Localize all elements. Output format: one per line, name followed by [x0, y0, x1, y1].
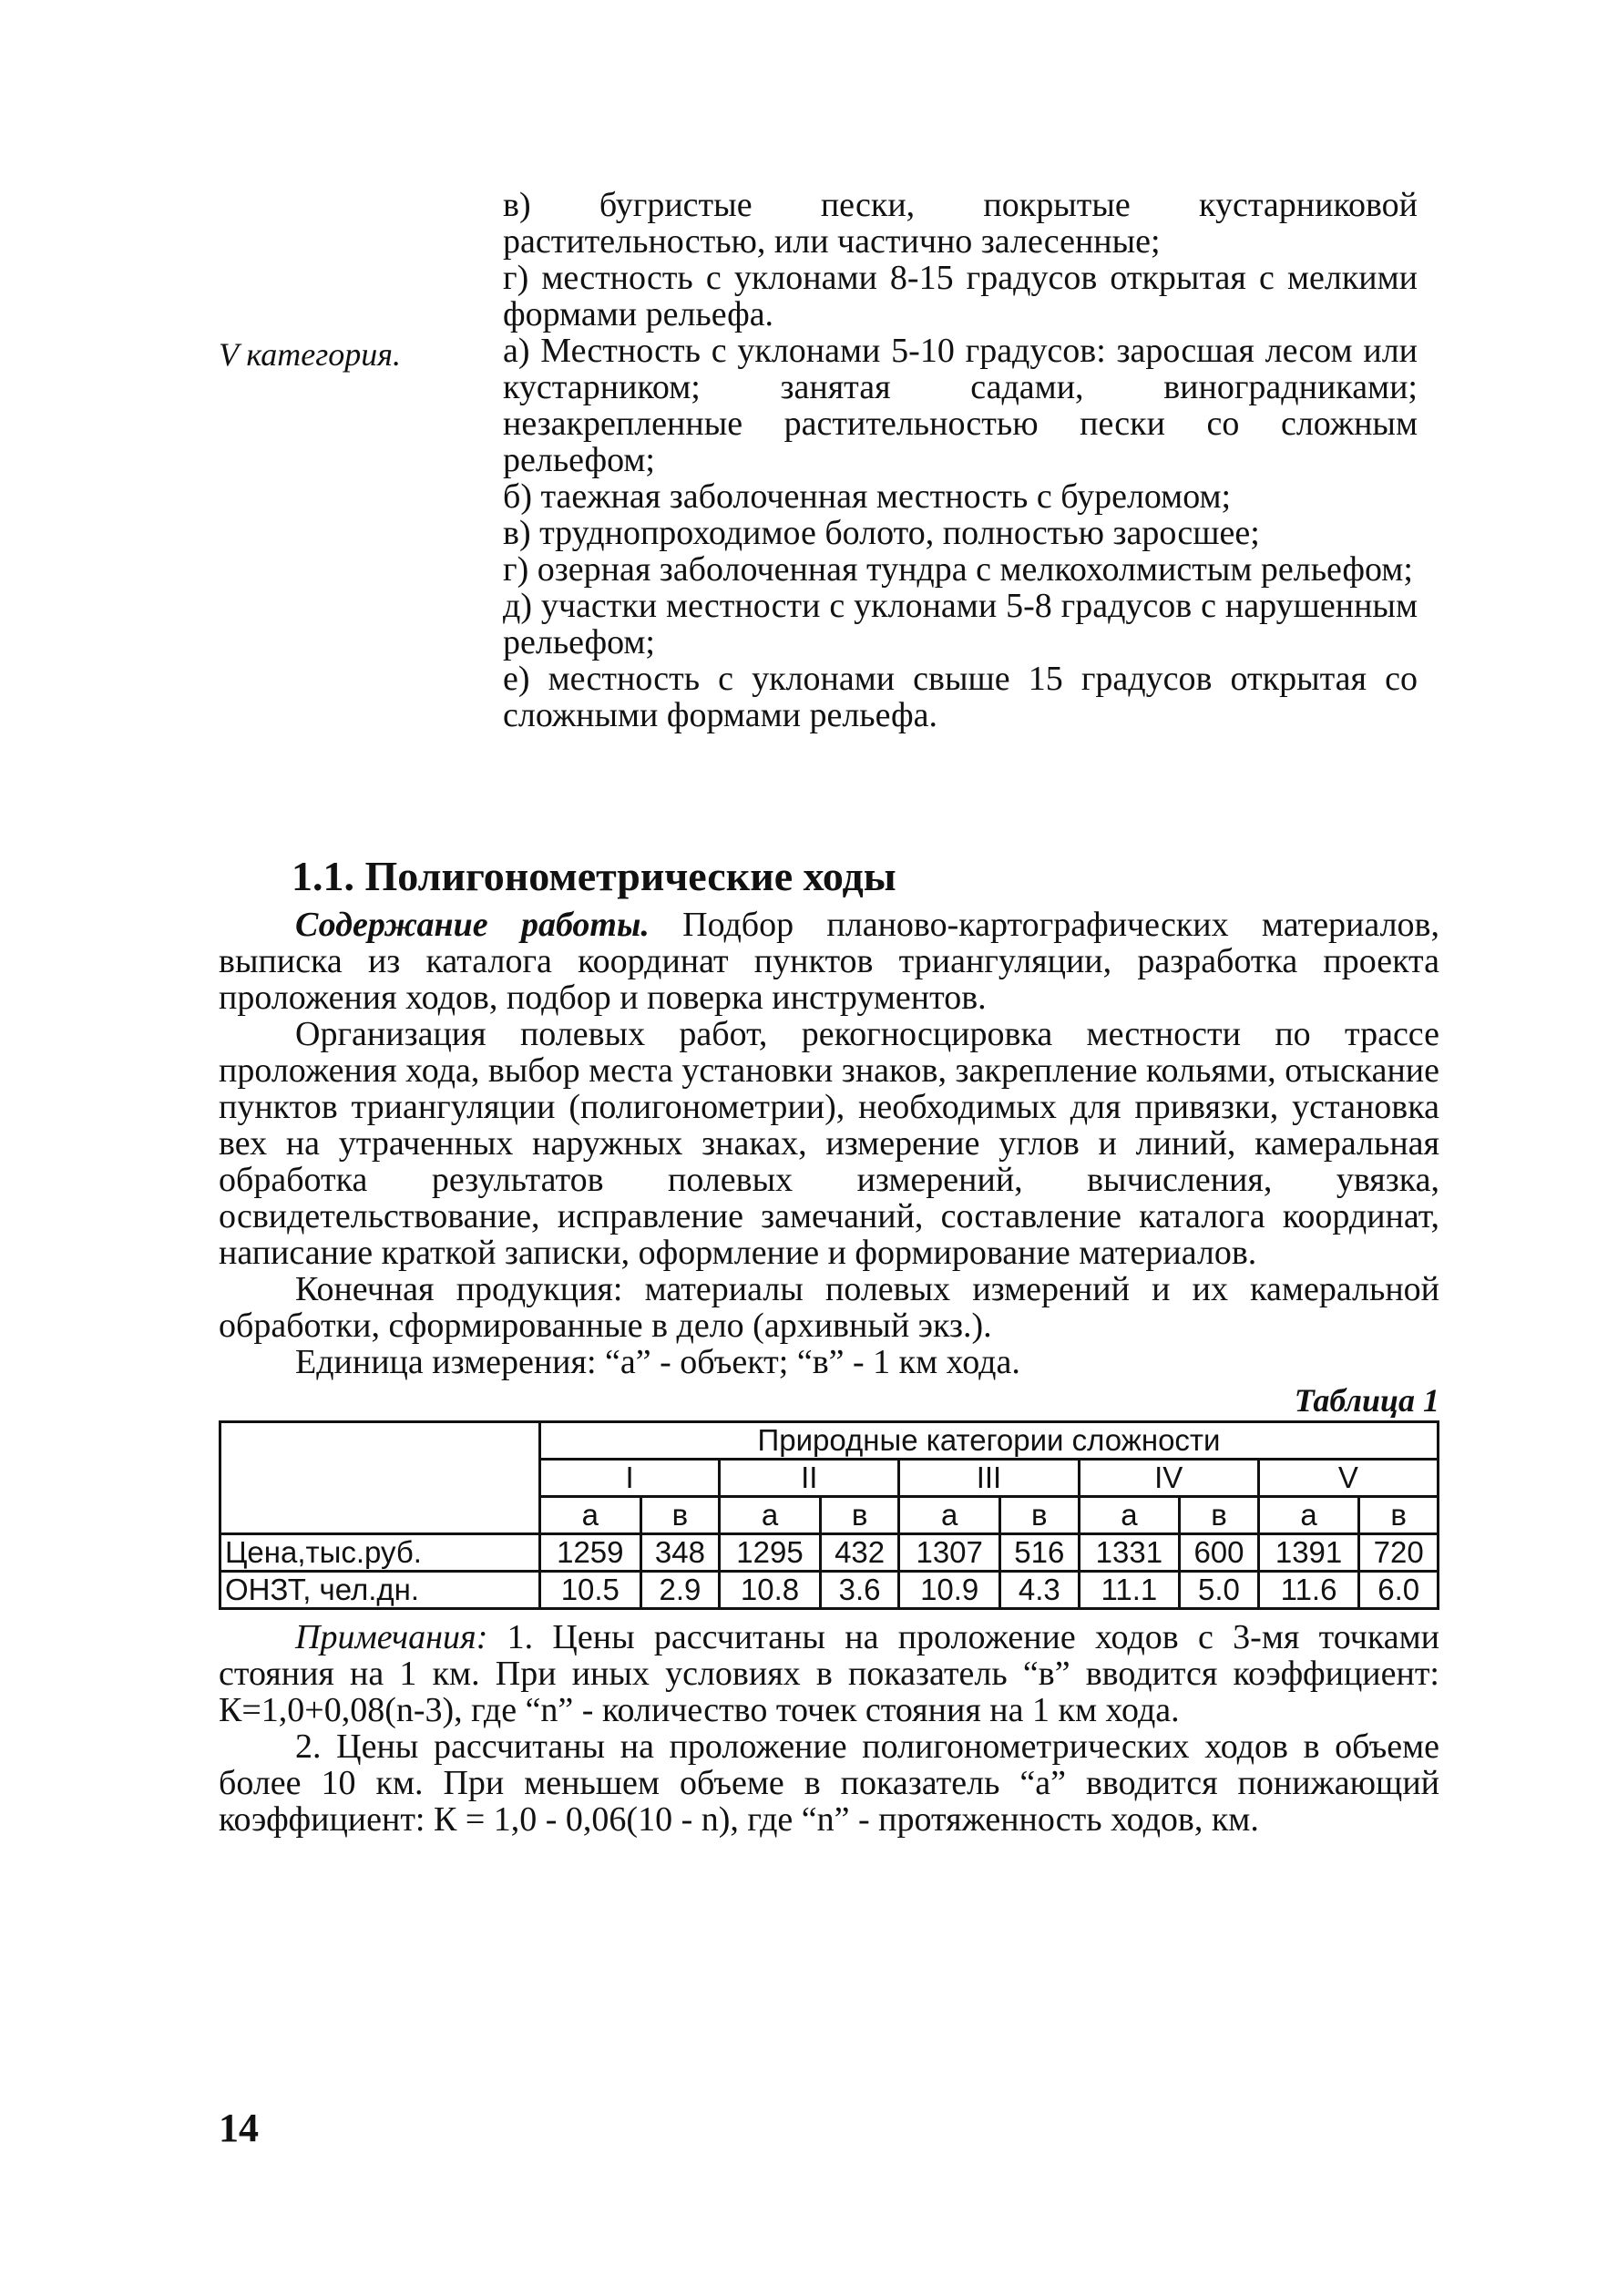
unit-paragraph: Единица измерения: “а” - объект; “в” - 1 км хода.	[295, 1343, 1020, 1381]
table-cell: 1295	[720, 1534, 821, 1572]
table-cell: 10.5	[540, 1572, 641, 1609]
category-header: V	[1258, 1460, 1438, 1497]
table-row	[220, 1534, 1439, 1572]
table-cell: 4.3	[1000, 1572, 1080, 1609]
table-cell: 1331	[1079, 1534, 1180, 1572]
list-item: е) местность с уклонами свыше 15 градусов открытая со сложными формами рельефа.	[503, 660, 1418, 734]
category-header: IV	[1079, 1460, 1258, 1497]
note-1	[219, 1619, 1439, 1728]
section-title: 1.1. Полигонометрические ходы	[292, 853, 896, 899]
table-cell: 720	[1359, 1534, 1439, 1572]
content-text: Подбор планово-картографических материалов, выписка из каталога координат пунктов триангуляции, разработка проекта проложения ходов, подбор и поверка инструментов.	[219, 906, 1439, 1017]
category-list	[219, 187, 1439, 733]
empty-category-label	[219, 187, 503, 190]
table-header-row	[220, 1422, 1439, 1460]
section-block	[219, 852, 1439, 1838]
category-5-label: V категория.	[219, 336, 402, 373]
category-header: III	[899, 1460, 1079, 1497]
group-header: Природные категории сложности	[540, 1422, 1439, 1460]
table-caption: Таблица 1	[1294, 1382, 1439, 1419]
subcolumn-header: а	[899, 1497, 1000, 1534]
note-2: 2. Цены рассчитаны на проложение полигонометрических ходов в объеме более 10 км. При меньшем объеме в показатель “а” вводится понижающий коэффициент: К = 1,0 - 0,06(10 - n), где “n” - протяженность ходов, км.	[219, 1727, 1439, 1839]
table-cell: 1259	[540, 1534, 641, 1572]
table-cell: 432	[820, 1534, 899, 1572]
subcolumn-header: а	[1079, 1497, 1180, 1534]
list-item: а) Местность с уклонами 5-10 градусов: заросшая лесом или кустарником; занятая садами, виноградниками; незакрепленные растительностью пески со сложным рельефом;	[503, 332, 1418, 479]
category-header: II	[720, 1460, 899, 1497]
table-cell: 1307	[899, 1534, 1000, 1572]
list-item: г) озерная заболоченная тундра с мелкохолмистым рельефом;	[503, 550, 1413, 589]
row-label: Цена,тыс.руб.	[220, 1534, 540, 1572]
table-cell: 600	[1180, 1534, 1259, 1572]
subcolumn-header: в	[640, 1497, 720, 1534]
subcolumn-header: а	[720, 1497, 821, 1534]
table-row	[220, 1572, 1439, 1609]
subcolumn-header: а	[1258, 1497, 1359, 1534]
organization-paragraph: Организация полевых работ, рекогносцировка местности по трассе проложения хода, выбор места установки знаков, закрепление кольями, отыскание пунктов триангуляции (полигонометрии), необходимых для привязки, установка вех на утраченных наружных знаках, измерение углов и линий, камеральная обработка результатов полевых измерений, вычисления, увязка, освидетельствование, исправление замечаний, составление каталога координат, написание краткой записки, оформление и формирование материалов.	[219, 1015, 1439, 1272]
table-cell: 3.6	[820, 1572, 899, 1609]
table-cell: 11.6	[1258, 1572, 1359, 1609]
content-label: Содержание работы.	[295, 906, 650, 944]
content-paragraph	[219, 907, 1439, 1016]
table-cell: 10.9	[899, 1572, 1000, 1609]
list-item: д) участки местности с уклонами 5-8 градусов с нарушенным рельефом;	[503, 587, 1418, 661]
notes-block	[219, 1619, 1439, 1838]
table-cell: 348	[640, 1534, 720, 1572]
table-cell: 1391	[1258, 1534, 1359, 1572]
subcolumn-header: в	[820, 1497, 899, 1534]
product-paragraph: Конечная продукция: материалы полевых измерений и их камеральной обработки, сформированные в дело (архивный экз.).	[219, 1270, 1439, 1345]
table-cell: 2.9	[640, 1572, 720, 1609]
list-item: б) таежная заболоченная местность с буреломом;	[503, 477, 1232, 516]
subcolumn-header: а	[540, 1497, 641, 1534]
list-item: г) местность с уклонами 8-15 градусов открытая с мелкими формами рельефа.	[503, 259, 1418, 333]
note-1-text: 1. Цены рассчитаны на проложение ходов с 3-мя точками стояния на 1 км. При иных условиях в показатель “в” вводится коэффициент: К=1,0+0,08(n-3), где “n” - количество точек стояния на 1 км хода.	[219, 1618, 1439, 1729]
table-corner-cell	[220, 1422, 540, 1534]
table-cell: 6.0	[1359, 1572, 1439, 1609]
row-label: ОНЗТ, чел.дн.	[220, 1572, 540, 1609]
price-table	[219, 1420, 1439, 1610]
notes-label: Примечания:	[295, 1618, 488, 1656]
continuation-block	[219, 187, 1439, 333]
table-cell: 10.8	[720, 1572, 821, 1609]
page-number: 14	[219, 2106, 259, 2150]
table-cell: 5.0	[1180, 1572, 1259, 1609]
list-item: в) труднопроходимое болото, полностью заросшее;	[503, 514, 1260, 552]
table-cell: 516	[1000, 1534, 1080, 1572]
table-cell: 11.1	[1079, 1572, 1180, 1609]
subcolumn-header: в	[1180, 1497, 1259, 1534]
list-item: в) бугристые пески, покрытые кустарниковой растительностью, или частично залесенные;	[503, 186, 1418, 261]
category-5-block	[219, 333, 1439, 733]
subcolumn-header: в	[1359, 1497, 1439, 1534]
subcolumn-header: в	[1000, 1497, 1080, 1534]
category-header: I	[540, 1460, 720, 1497]
